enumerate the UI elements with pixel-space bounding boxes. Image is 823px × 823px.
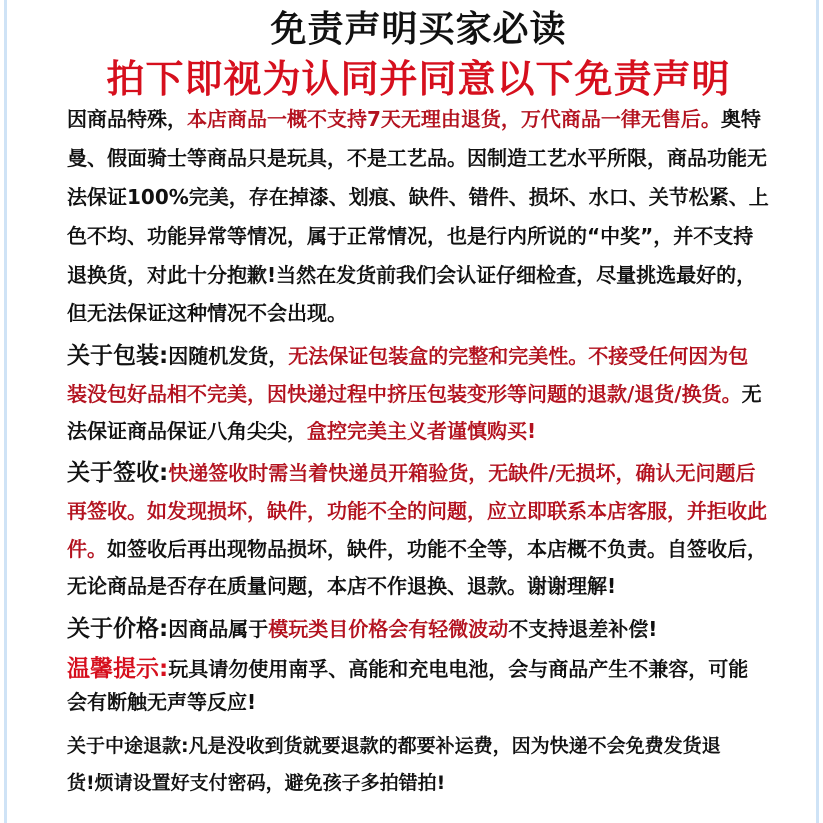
packaging-heading: 关于包装: — [67, 343, 169, 369]
price-text: 不支持退差补偿! — [508, 617, 658, 641]
price-heading: 关于价格: — [67, 616, 169, 642]
packaging-line-2 — [67, 379, 787, 409]
receipt-line-3 — [67, 534, 787, 564]
intro-text: 因商品特殊， — [67, 107, 187, 131]
intro-text: 奥特 — [720, 107, 761, 131]
price-highlight: 模玩类目价格会有轻微波动 — [268, 617, 509, 641]
page-frame — [4, 0, 819, 823]
packaging-text: 法保证商品保证八角尖尖， — [67, 419, 307, 443]
price-line-1 — [67, 614, 787, 644]
tips-text: 玩具请勿使用南孚、高能和充电电池，会与商品产生不兼容，可能 — [168, 657, 749, 681]
price-text: 因商品属于 — [168, 617, 269, 641]
page-subtitle: 拍下即视为认同并同意以下免责声明 — [106, 57, 731, 101]
tips-heading: 温馨提示: — [67, 656, 169, 682]
receipt-heading: 关于签收: — [67, 460, 169, 486]
intro-line-2: 曼、假面骑士等商品只是玩具，不是工艺品。因制造工艺水平所限，商品功能无 — [67, 146, 767, 170]
midway-line-2: 货!烦请设置好支付密码，避免孩子多拍错拍! — [67, 772, 446, 794]
intro-line-5: 退换货，对此十分抱歉!当然在发货前我们会认证仔细检查，尽量挑选最好的， — [67, 263, 757, 287]
receipt-line-4: 无论商品是否存在质量问题，本店不作退换、退款。谢谢理解! — [67, 574, 617, 598]
tips-line-1 — [67, 654, 787, 684]
tips-line-2: 会有断触无声等反应! — [67, 690, 257, 714]
receipt-line-2: 再签收。如发现损坏，缺件，功能不全的问题，应立即联系本店客服，并拒收此 — [67, 499, 767, 523]
intro-line-1 — [67, 104, 787, 134]
intro-highlight: 本店商品一概不支持7天无理由退货，万代商品一律无售后。 — [187, 107, 721, 131]
packaging-highlight: 无法保证包装盒的完整和完美性。不接受任何因为包 — [288, 344, 749, 368]
packaging-highlight: 盒控完美主义者谨慎购买! — [307, 419, 537, 443]
packaging-highlight: 装没包好品相不完美，因快递过程中挤压包装变形等问题的退款/退货/换货。 — [67, 382, 742, 406]
receipt-highlight: 件。 — [67, 537, 107, 561]
receipt-highlight: 快递签收时需当着快递员开箱验货，无缺件/无损坏，确认无问题后 — [168, 461, 756, 485]
packaging-line-3 — [67, 416, 787, 446]
intro-line-3: 法保证100%完美，存在掉漆、划痕、缺件、错件、损坏、水口、关节松紧、上 — [67, 185, 769, 209]
intro-line-6: 但无法保证这种情况不会出现。 — [67, 301, 347, 325]
receipt-text: 如签收后再出现物品损坏，缺件，功能不全等，本店概不负责。自签收后， — [107, 537, 767, 561]
page-title: 免责声明买家必读 — [270, 9, 567, 50]
intro-line-4: 色不均、功能异常等情况，属于正常情况，也是行内所说的“中奖”，并不支持 — [67, 224, 754, 248]
packaging-line-1 — [67, 341, 787, 371]
packaging-text: 因随机发货， — [168, 344, 289, 368]
receipt-line-1 — [67, 458, 787, 488]
packaging-text: 无 — [741, 382, 762, 406]
midway-line-1: 关于中途退款:凡是没收到货就要退款的都要补运费，因为快递不会免费发货退 — [67, 735, 721, 757]
